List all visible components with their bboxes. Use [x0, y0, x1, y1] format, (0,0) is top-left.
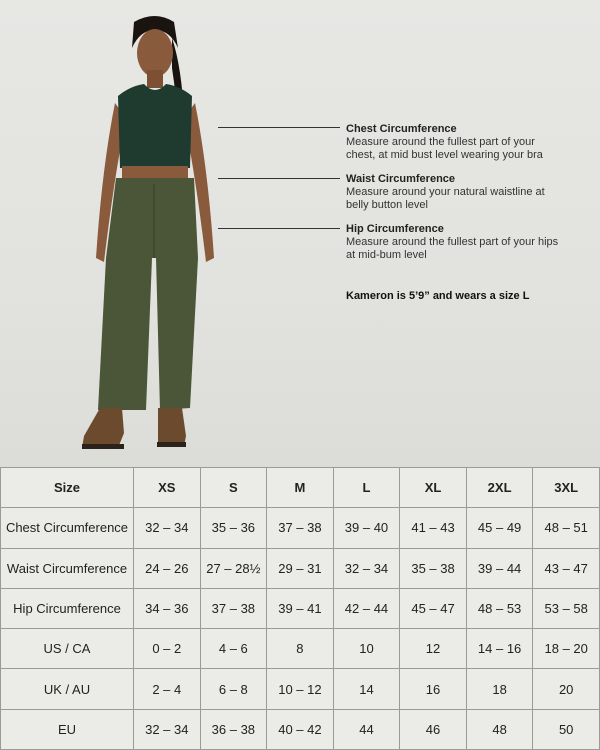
callout-desc-line: chest, at mid bust level wearing your bra: [346, 149, 543, 161]
size-header-cell: S: [200, 468, 267, 508]
measurement-cell: 2 – 4: [134, 669, 201, 709]
measurement-cell: 44: [333, 709, 400, 749]
waist-callout-line: [218, 178, 340, 179]
measurement-cell: 43 – 47: [533, 548, 600, 588]
measurement-cell: 10 – 12: [267, 669, 334, 709]
size-header-cell: 2XL: [466, 468, 533, 508]
size-header-cell: 3XL: [533, 468, 600, 508]
table-row: [1, 669, 600, 709]
measurement-cell: 35 – 36: [200, 508, 267, 548]
measurement-cell: 27 – 28½: [200, 548, 267, 588]
table-row: [1, 508, 600, 548]
measurement-cell: 16: [400, 669, 467, 709]
measurement-cell: 29 – 31: [267, 548, 334, 588]
measurement-cell: 39 – 40: [333, 508, 400, 548]
size-chart-body: [1, 468, 600, 750]
hip-callout-line: [218, 228, 340, 229]
model-figure-illustration: [60, 8, 250, 463]
measurement-cell: 37 – 38: [267, 508, 334, 548]
measurement-cell: 37 – 38: [200, 588, 267, 628]
callout-desc-line: Measure around the fullest part of your hips: [346, 236, 559, 248]
callout-desc-line: Measure around your natural waistline at: [346, 186, 545, 198]
chest-callout-line: [218, 127, 340, 128]
measurement-cell: 14 – 16: [466, 629, 533, 669]
measurement-cell: 34 – 36: [134, 588, 201, 628]
measurement-cell: 20: [533, 669, 600, 709]
callout-desc-line: belly button level: [346, 199, 428, 211]
measurement-cell: 45 – 47: [400, 588, 467, 628]
size-header-cell: L: [333, 468, 400, 508]
measurement-cell: 39 – 44: [466, 548, 533, 588]
table-row: [1, 629, 600, 669]
row-label-cell: Chest Circumference: [1, 508, 134, 548]
measurement-cell: 42 – 44: [333, 588, 400, 628]
measurement-cell: 10: [333, 629, 400, 669]
measurement-cell: 40 – 42: [267, 709, 334, 749]
measurement-cell: 45 – 49: [466, 508, 533, 548]
measurement-cell: 14: [333, 669, 400, 709]
measurement-cell: 48 – 53: [466, 588, 533, 628]
measurement-cell: 32 – 34: [134, 709, 201, 749]
measurement-cell: 32 – 34: [333, 548, 400, 588]
measurement-cell: 18 – 20: [533, 629, 600, 669]
measurement-cell: 8: [267, 629, 334, 669]
callout-title: Chest Circumference: [346, 123, 457, 135]
waist-callout: [346, 173, 591, 212]
table-header-row: [1, 468, 600, 508]
measurement-cell: 41 – 43: [400, 508, 467, 548]
chest-callout: [346, 123, 591, 162]
measurement-cell: 48 – 51: [533, 508, 600, 548]
row-label-cell: Waist Circumference: [1, 548, 134, 588]
measurement-cell: 53 – 58: [533, 588, 600, 628]
table-row: [1, 548, 600, 588]
measurement-cell: 50: [533, 709, 600, 749]
model-size-note: Kameron is 5’9” and wears a size L: [346, 290, 530, 302]
measurement-cell: 36 – 38: [200, 709, 267, 749]
measurement-cell: 0 – 2: [134, 629, 201, 669]
size-chart-table: [0, 467, 600, 750]
measurement-cell: 4 – 6: [200, 629, 267, 669]
size-column-header: Size: [1, 468, 134, 508]
row-label-cell: Hip Circumference: [1, 588, 134, 628]
callout-title: Waist Circumference: [346, 173, 456, 185]
measurement-cell: 6 – 8: [200, 669, 267, 709]
measurement-cell: 35 – 38: [400, 548, 467, 588]
row-label-cell: EU: [1, 709, 134, 749]
measurement-cell: 12: [400, 629, 467, 669]
size-header-cell: XS: [134, 468, 201, 508]
callout-desc-line: Measure around the fullest part of your: [346, 136, 535, 148]
measurement-cell: 46: [400, 709, 467, 749]
size-header-cell: XL: [400, 468, 467, 508]
row-label-cell: US / CA: [1, 629, 134, 669]
measurement-cell: 48: [466, 709, 533, 749]
measurement-cell: 24 – 26: [134, 548, 201, 588]
measurement-cell: 32 – 34: [134, 508, 201, 548]
table-row: [1, 709, 600, 749]
callout-title: Hip Circumference: [346, 223, 444, 235]
measurement-cell: 18: [466, 669, 533, 709]
size-header-cell: M: [267, 468, 334, 508]
hip-callout: [346, 223, 591, 262]
callout-desc-line: at mid-bum level: [346, 249, 427, 261]
table-row: [1, 588, 600, 628]
row-label-cell: UK / AU: [1, 669, 134, 709]
measurement-cell: 39 – 41: [267, 588, 334, 628]
